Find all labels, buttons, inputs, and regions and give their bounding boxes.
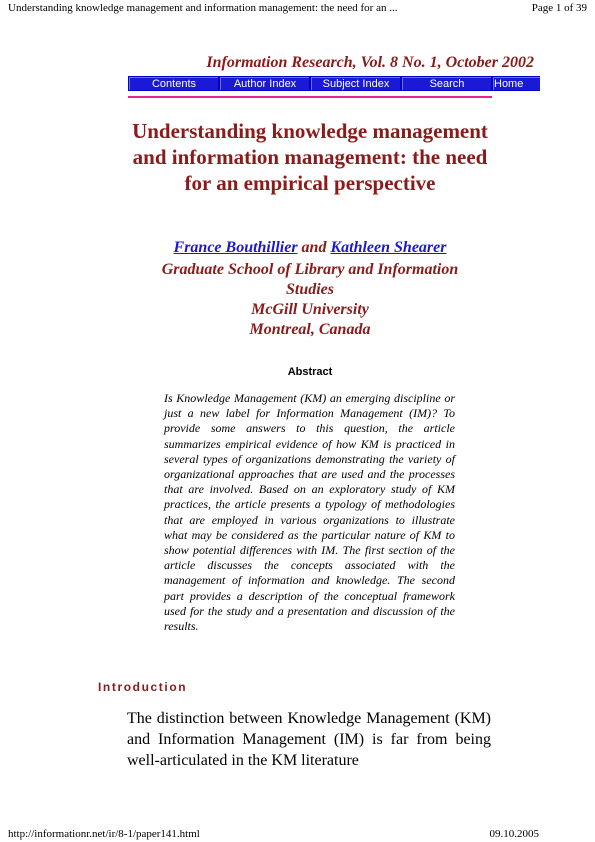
author-link-shearer[interactable]: Kathleen Shearer <box>330 239 447 256</box>
introduction-heading: Introduction <box>98 680 188 694</box>
affiliation-line: Montreal, Canada <box>249 321 371 338</box>
nav-search-button[interactable]: Search <box>402 77 491 90</box>
print-footer-url: http://informationr.net/ir/8-1/paper141.html <box>8 828 200 840</box>
navigation-bar <box>128 76 540 91</box>
nav-subject-index-button[interactable]: Subject Index <box>311 77 400 90</box>
journal-issue-line: Information Research, Vol. 8 No. 1, October 2002 <box>206 54 534 71</box>
abstract-text: Is Knowledge Management (KM) an emerging discipline or just a new label for Information Management (IM)? To provide some answers to this question, the article summarizes empirical evidence of how KM is practiced in several types of organizations demonstrating the variety of organizational approaches that are used and the processes that are involved. Based on an exploratory study of KM practices, the article presents a typology of methodologies that are employed in various organizations to illustrate what may be considered as the particular nature of KM to show potential differences with IM. The first section of the article discusses the concepts associated with the management of information and knowledge. The second part provides a description of the conceptual framework used for the study and a presentation and discussion of the results. <box>164 391 455 634</box>
header-rule <box>128 96 492 98</box>
affiliation <box>120 260 500 340</box>
introduction-text: The distinction between Knowledge Management (KM) and Information Management (IM) is far from being well-articulated in the KM literature <box>127 710 491 769</box>
article-title: Understanding knowledge management and information management: the need for an empirical perspective <box>132 119 488 195</box>
print-header-title: Understanding knowledge management and information management: the need for an ... <box>8 2 398 14</box>
affiliation-line: McGill University <box>251 301 369 318</box>
author-link-bouthillier[interactable]: France Bouthillier <box>173 239 298 256</box>
nav-contents-button[interactable]: Contents <box>129 77 218 90</box>
nav-author-index-button[interactable]: Author Index <box>220 77 309 90</box>
print-header-page-number: Page 1 of 39 <box>531 2 587 14</box>
author-joiner: and <box>301 239 327 256</box>
abstract-heading: Abstract <box>287 366 333 378</box>
authors-line <box>120 238 500 258</box>
print-footer-date: 09.10.2005 <box>489 828 539 840</box>
nav-home-button[interactable]: Home <box>493 77 540 90</box>
affiliation-line: Studies <box>285 281 334 298</box>
affiliation-line: Graduate School of Library and Information <box>161 261 459 278</box>
